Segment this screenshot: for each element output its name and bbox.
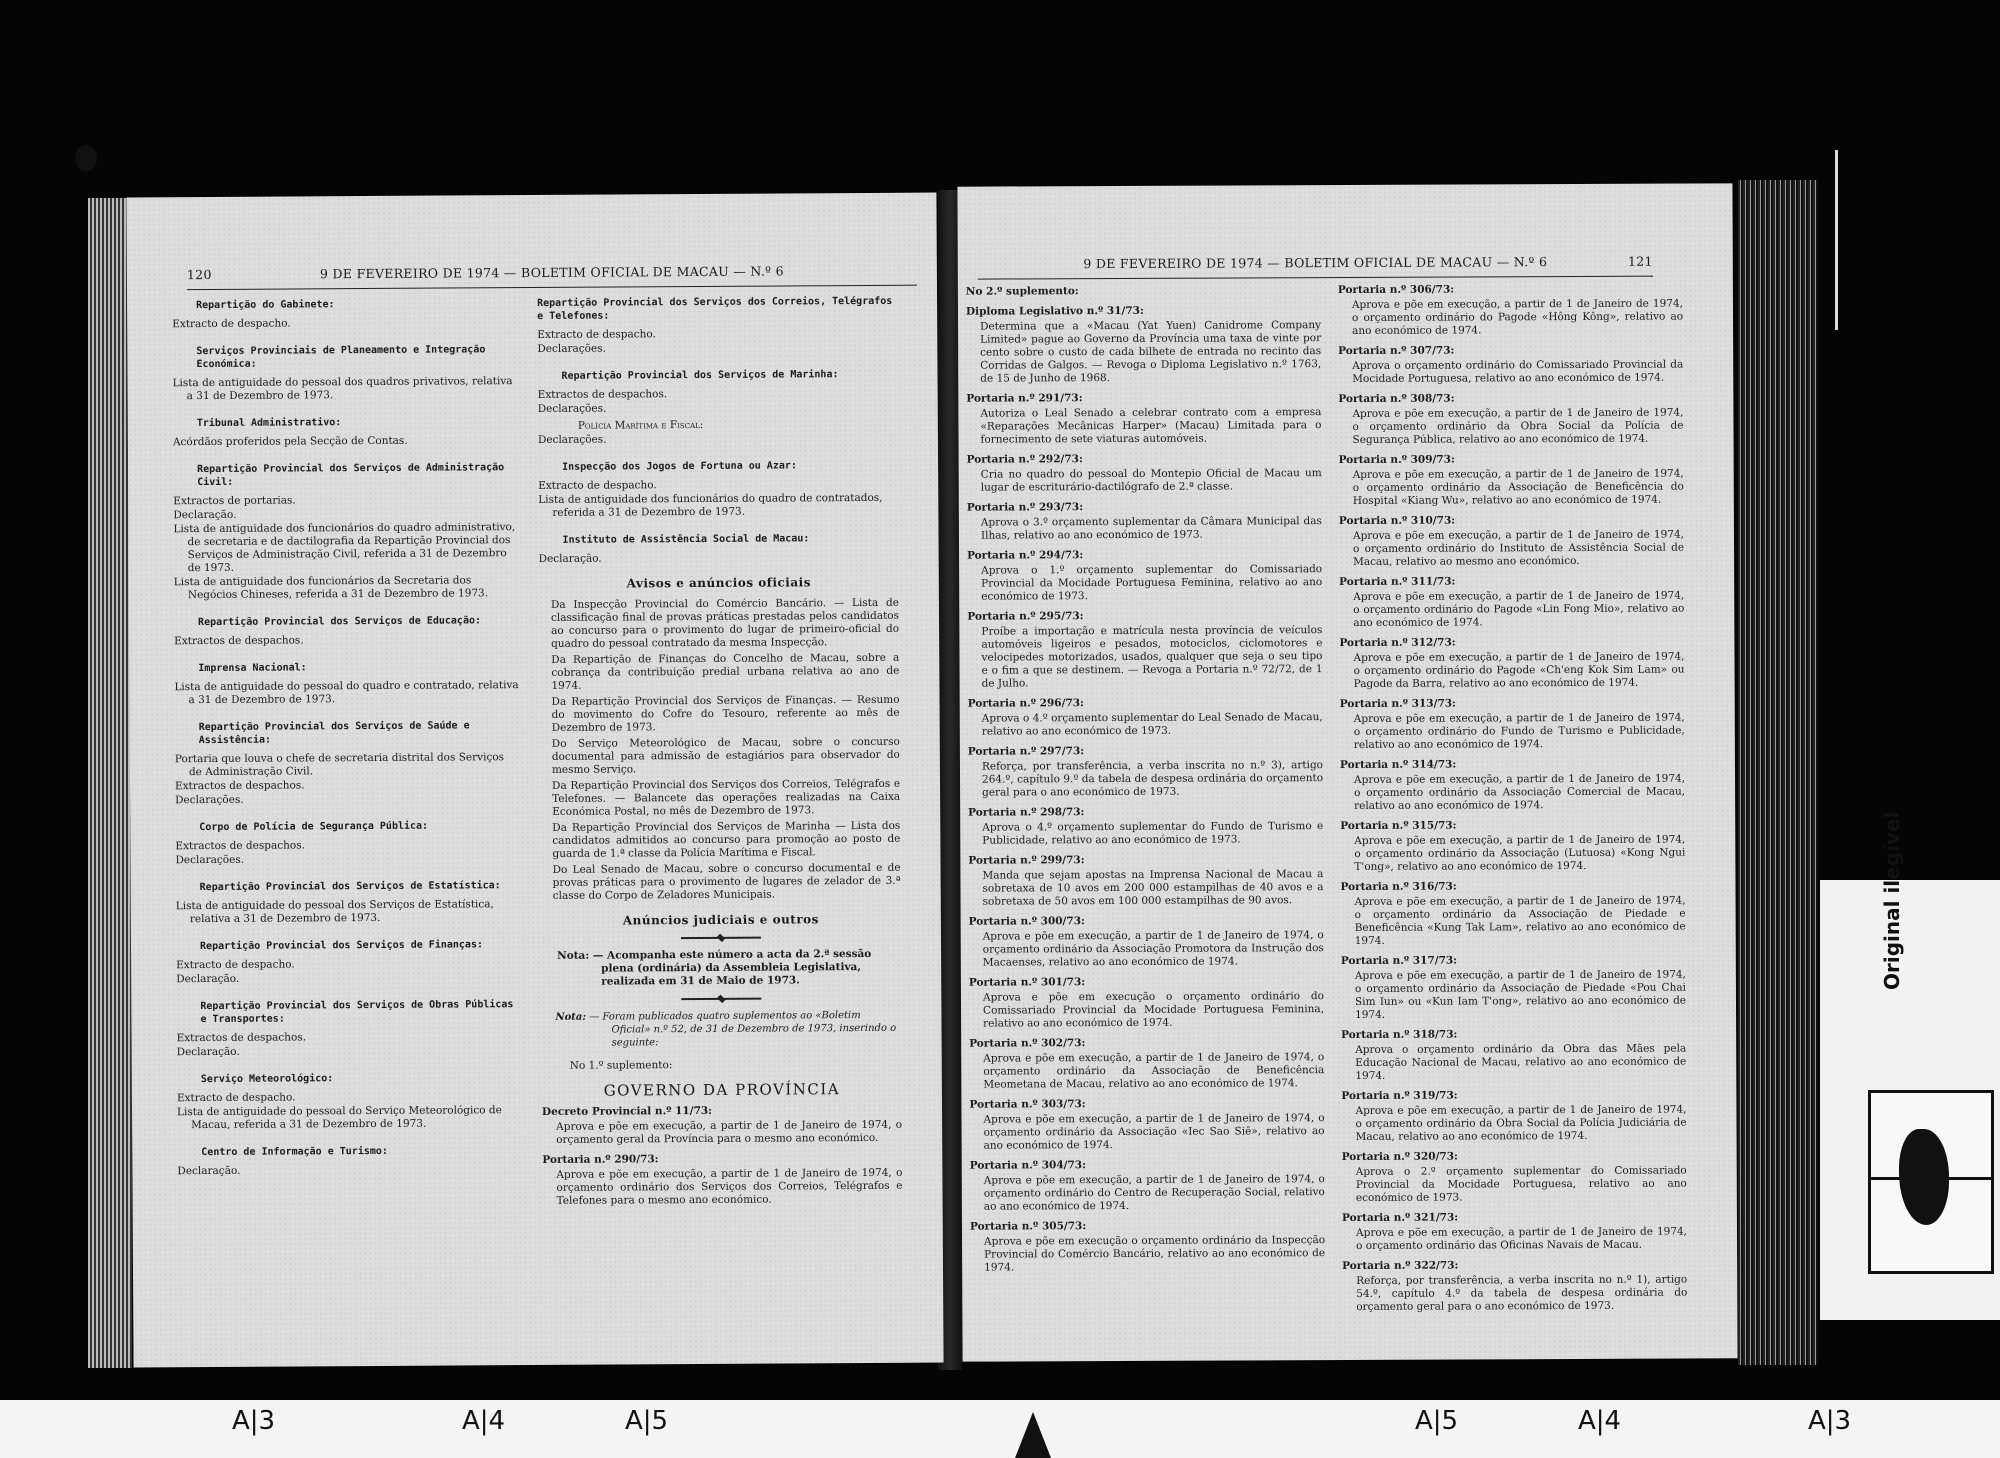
section-item: Lista de antiguidade do pessoal do Serviço Meteorológico de Macau, referida a 31 de Dezembro de 1973. [176,1104,502,1132]
portaria-text: Reforça, por transferência, a verba inscrita no n.º 1), artigo 54.º, capítulo 4.º da tabela de despesa ordinária do orçamento geral para o ano económico de 1973. [1356,1273,1688,1313]
portaria-title: Portaria n.º 304/73: [969,1159,1086,1172]
section-item: Lista de antiguidade dos funcionários do quadro de contratados, referida a 31 de Dezembro de 1973. [538,491,883,519]
right-page-running-title: 9 DE FEVEREIRO DE 1974 — BOLETIM OFICIAL DE MACAU — N.º 6 [1083,254,1548,272]
film-marker: A|3 [1808,1406,1852,1436]
right-page-edges [1738,180,1818,1365]
section-item: Declarações. [537,342,606,355]
aviso-item: Da Inspecção Provincial do Comércio Bancário. — Lista de classificação final de provas práticas prestadas pelos candidatos ao concurso para o provimento do lugar de primeiro-oficial do quadro do pessoal contratado da mesma Inspecção. [550,596,900,650]
section-item: Acórdãos proferidos pela Secção de Contas. [172,434,408,449]
section-item: Extracto de despacho. [172,317,291,331]
section-item: Declarações. [537,433,607,446]
aviso-item: Da Repartição de Finanças do Concelho de Macau, sobre a cobrança da contribuição predial urbana relativa ao ano de 1974. [551,651,900,692]
section-item: Declaração. [538,552,602,565]
section-item: Extracto de despacho. [538,479,657,492]
portaria-title: Portaria n.º 300/73: [968,915,1085,928]
divider [681,998,761,1000]
section-item: Declaração. [176,972,240,986]
portaria-text: Aprova o orçamento ordinário da Obra das Mães pela Educação Nacional de Macau, relativo ao ano económico de 1974. [1355,1042,1687,1082]
portaria-text: Aprova e põe em execução o orçamento ordinário do Comissariado Provincial da Mocidade Portuguesa Feminina, relativo ao ano económico de 1974. [982,990,1325,1030]
avisos-title: Avisos e anúncios oficiais [626,575,811,591]
section-item: Lista de antiguidade do pessoal do quadro e contratado, relativa a 31 de Dezembro de 1973. [174,679,519,707]
section-item: Extractos de despachos. [175,839,305,853]
section-heading: Corpo de Polícia de Segurança Pública: [199,820,429,834]
suplemento-1-heading: No 1.º suplemento: [569,1059,673,1072]
film-marker: A|4 [1578,1406,1622,1436]
portaria-title: Portaria n.º 319/73: [1341,1089,1458,1103]
portaria-text: Aprova o 3.º orçamento suplementar da Câmara Municipal das Ilhas, relativo ao ano económico de 1973. [980,515,1322,542]
section-item: Lista de antiguidade dos funcionários da Secretaria dos Negócios Chineses, referida a 31 de Dezembro de 1973. [173,574,489,602]
portaria-text: Aprova e põe em execução, a partir de 1 de Janeiro de 1974, o orçamento ordinário da Associação Promotora da Instrução dos Macaenses, relativo ao ano económico de 1974. [982,929,1324,969]
portaria-title: Portaria n.º 312/73: [1339,636,1456,650]
section-heading: Repartição Provincial dos Serviços de Finanças: [199,939,484,953]
portaria-text: Aprova e põe em execução, a partir de 1 de Janeiro de 1974, o orçamento ordinário do Pagode «Hông Kông», relativo ao ano económico de 1974. [1351,297,1684,337]
portaria-title: Portaria n.º 321/73: [1341,1211,1459,1225]
nota-suplementos-label: Nota: [555,1011,587,1023]
left-page-edges [88,198,132,1368]
section-heading: Instituto de Assistência Social de Macau: [562,533,810,546]
portaria-text: Autoriza o Leal Senado a celebrar contrato com a empresa «Reparações Mecânicas Harper» (Macau) Limitada para o fornecimento de sete viaturas automóveis. [980,406,1322,446]
section-item: Declarações. [537,402,607,415]
section-item: Lista de antiguidade do pessoal dos quadros privativos, relativa a 31 de Dezembro de 1973. [172,375,513,403]
portaria-title: Portaria n.º 316/73: [1340,880,1457,894]
section-heading: Repartição Provincial dos Serviços de Educação: [197,615,482,629]
portaria-title: Portaria n.º 301/73: [968,976,1086,989]
portaria-text: Aprova e põe em execução, a partir de 1 de Janeiro de 1974, o orçamento ordinário do Fundo de Turismo e Publicidade, relativo ao ano económico de 1974. [1353,711,1685,751]
left-column-1 [172,283,522,1179]
portaria-text: Aprova e põe em execução, a partir de 1 de Janeiro de 1974, o orçamento ordinário do Instituto de Assistência Social de Macau, relativo ao mesmo ano económico. [1352,528,1685,568]
section-item: Extractos de despachos. [176,1031,307,1045]
avisos-list [539,597,901,903]
portaria-text: Aprova o 1.º orçamento suplementar do Comissariado Provincial da Mocidade Portuguesa Feminina, relativo ao ano económico de 1973. [981,563,1323,603]
illegible-original-label: Original ilegível [1880,811,1904,990]
portaria-title: Portaria n.º 293/73: [966,501,1084,514]
portaria-text: Proíbe a importação e matrícula nesta província de veículos automóveis ligeiros e pesados, motociclos, ciclomotores e velocipedes motorizados, usados, qualquer que seja o seu tipo e o fim a que se destinem. — Revoga a Portaria n.º 72/72, de 1 de Julho. [981,624,1323,690]
portaria-text: Aprova e põe em execução, a partir de 1 de Janeiro de 1974, o orçamento ordinário das Oficinas Navais de Macau. [1355,1225,1688,1252]
portaria-title: Portaria n.º 306/73: [1337,283,1455,297]
portaria-title: Portaria n.º 314/73: [1339,758,1457,772]
film-marker: A|5 [1415,1406,1459,1436]
portaria-title: Diploma Legislativo n.º 31/73: [965,304,1144,318]
section-item: Declaração. [173,508,237,522]
nota-acta-label: Nota: [557,949,590,962]
portaria-title: Portaria n.º 320/73: [1341,1150,1458,1164]
film-marker: A|4 [462,1406,506,1436]
section-heading: Serviço Meteorológico: [200,1073,334,1086]
portaria-title: Portaria n.º 313/73: [1339,697,1456,711]
portaria-text: Aprova o 4.º orçamento suplementar do Leal Senado de Macau, relativo ao ano económico de 1973. [981,711,1323,738]
portaria-text: Determina que a «Macau (Yat Yuen) Canidrome Company Limited» pague ao Governo da Província uma taxa de vinte por cento sobre o custo de cada bilhete de entrada no recinto das Corridas de Galgos. — Revoga o Diploma Legislativo n.º 1763, de 15 de Junho de 1968. [980,319,1322,385]
portaria-title: Portaria n.º 307/73: [1338,344,1455,358]
section-item: Lista de antiguidade dos funcionários do quadro administrativo, de secretaria e de dactilografia da Repartição Provincial dos Serviços de Administração Civil, referida a 31 de Dezembro de 1973. [173,521,516,575]
illegible-original-icon [1868,1090,1994,1274]
portaria-title: Portaria n.º 303/73: [969,1098,1086,1111]
section-heading: Inspecção dos Jogos de Fortuna ou Azar: [562,460,797,473]
section-item: Extracto de despacho. [537,328,656,341]
section-item: Declarações. [175,793,244,807]
portaria-title: No 2.º suplemento: [965,285,1079,298]
left-page [126,193,943,1368]
nota-suplementos-text: — Foram publicados quatro suplementos ao «Boletim Oficial» n.º 52, de 31 de Dezembro de 1973, inserindo o seguinte: [589,1010,897,1049]
film-markers-strip [0,1400,2000,1458]
portaria-title: Portaria n.º 296/73: [967,697,1084,710]
portaria-290-title: Portaria n.º 290/73: [542,1153,659,1166]
portaria-title: Portaria n.º 298/73: [968,806,1085,819]
film-notch [1015,1412,1051,1458]
portaria-text: Aprova e põe em execução, a partir de 1 de Janeiro de 1974, o orçamento ordinário da Obra Social da Polícia Judiciária de Macau, relativo ao ano económico de 1974. [1355,1103,1687,1143]
section-heading: Imprensa Nacional: [198,662,307,675]
divider [681,937,761,939]
portaria-text: Manda que sejam apostas na Imprensa Nacional de Macau a sobretaxa de 10 avos em 200 000 estampilhas de 40 avos e a sobretaxa de 50 avos em 100 000 estampilhas de 90 avos. [982,868,1324,908]
section-item: Extractos de portarias. [173,494,296,508]
portaria-title: Portaria n.º 294/73: [967,549,1084,562]
portaria-text: Aprova e põe em execução, a partir de 1 de Janeiro de 1974, o orçamento ordinário da Obra Social da Polícia de Segurança Pública, relativo ao ano económico de 1974. [1352,406,1684,446]
left-column-2-sections [537,295,899,566]
nota-suplementos [541,1009,901,1050]
portaria-title: Portaria n.º 295/73: [967,610,1084,623]
portaria-title: Portaria n.º 311/73: [1339,575,1456,589]
portaria-title: Portaria n.º 305/73: [969,1220,1087,1233]
portaria-title: Portaria n.º 322/73: [1342,1259,1459,1273]
film-marker: A|5 [625,1406,669,1436]
ink-stain [75,145,97,171]
portaria-title: Portaria n.º 309/73: [1338,453,1455,467]
section-heading: Repartição Provincial dos Serviços de Estatística: [199,880,501,894]
left-column-2 [537,281,903,1208]
portaria-title: Portaria n.º 291/73: [966,392,1083,405]
portaria-text: Aprova o orçamento ordinário do Comissariado Provincial da Mocidade Portuguesa, relativo ao ano económico de 1974. [1352,358,1684,385]
anuncios-title: Anúncios judiciais e outros [622,912,819,928]
section-heading: Repartição Provincial dos Serviços de Administração Civil: [197,462,505,489]
portaria-text: Aprova e põe em execução, a partir de 1 de Janeiro de 1974, o orçamento ordinário da Associação Comercial de Macau, relativo ao ano económico de 1974. [1354,772,1686,812]
section-item: Extractos de despachos. [174,779,305,793]
right-column-1 [966,277,1325,1275]
portaria-text: Aprova e põe em execução, a partir de 1 de Janeiro de 1974, o orçamento ordinário do Centro de Recuperação Social, relativo ao ano económico de 1974. [983,1173,1325,1213]
section-heading: Repartição Provincial dos Serviços de Marinha: [561,369,839,382]
right-page [957,183,1737,1361]
section-heading: Serviços Provinciais de Planeamento e Integração Económica: [196,344,486,371]
portaria-title: Portaria n.º 318/73: [1341,1028,1458,1042]
ink-blot-icon [1899,1129,1949,1225]
aviso-item: Da Repartição Provincial dos Serviços dos Correios, Telégrafos e Telefones. — Balancete das operações realizadas na Caixa Económica Postal, no mês de Dezembro de 1973. [551,777,901,818]
governo-title: GOVERNO DA PROVÍNCIA [603,1080,841,1100]
portaria-text: Reforça, por transferência, a verba inscrita no n.º 3), artigo 264.º, capítulo 9.º da tabela de despesa ordinária do orçamento geral para o ano económico de 1973. [981,759,1324,799]
portaria-text: Aprova o 4.º orçamento suplementar do Fundo de Turismo e Publicidade, relativo ao ano económico de 1973. [982,820,1324,847]
section-heading: Repartição Provincial dos Serviços dos Correios, Telégrafos e Telefones: [537,295,893,322]
section-heading: Repartição Provincial dos Serviços de Obras Públicas e Transportes: [200,999,514,1026]
aviso-item: Da Repartição Provincial dos Serviços de Marinha — Lista dos candidatos admitidos ao concurso para promoção ao posto de guarda de 1.ª classe da Polícia Marítima e Fiscal. [552,819,901,860]
section-heading: Centro de Informação e Turismo: [201,1145,388,1159]
aviso-item: Da Repartição Provincial dos Serviços de Finanças. — Resumo do movimento do Cofre do Tesouro, referente ao mês de Dezembro de 1973. [551,693,900,734]
portaria-text: Aprova o 2.º orçamento suplementar do Comissariado Provincial da Mocidade Portuguesa, relativo ao ano económico de 1973. [1355,1164,1687,1204]
portaria-290-text: Aprova e põe em execução, a partir de 1 de Janeiro de 1974, o orçamento ordinário dos Serviços dos Correios, Telégrafos e Telefones para o mesmo ano económico. [556,1166,903,1207]
subsection-heading: Polícia Marítima e Fiscal: [577,418,704,432]
portaria-text: Aprova e põe em execução, a partir de 1 de Janeiro de 1974, o orçamento ordinário do Pagode «Lin Fong Mio», relativo ao ano económico de 1974. [1353,589,1685,629]
portaria-text: Aprova e põe em execução o orçamento ordinário da Inspecção Provincial do Comércio Bancário, relativo ao ano económico de 1974. [984,1234,1326,1274]
section-item: Extracto de despacho. [176,1091,296,1105]
page-clip [1835,150,1850,330]
portaria-text: Aprova e põe em execução, a partir de 1 de Janeiro de 1974, o orçamento ordinário do Pagode «Ch'eng Kok Sim Lam» ou Pagode da Barra, relativo ao ano económico de 1974. [1353,650,1685,690]
section-item: Lista de antiguidade do pessoal dos Serviços de Estatística, relativa a 31 de Dezembro de 1973. [175,898,494,926]
section-item: Extractos de despachos. [537,388,668,401]
section-item: Declaração. [177,1164,241,1178]
decreto-title: Decreto Provincial n.º 11/73: [541,1104,713,1118]
film-marker: A|3 [232,1406,276,1436]
portaria-text: Aprova e põe em execução, a partir de 1 de Janeiro de 1974, o orçamento ordinário da Associação (Lutuosa) «Kong Ngui T'ong», relativo ao ano económico de 1974. [1354,833,1686,873]
portaria-text: Aprova e põe em execução, a partir de 1 de Janeiro de 1974, o orçamento ordinário da Associação de Piedade «Pou Chai Sim Iun» ou «Kun Iam T'ong», relativo ao ano económico de 1974. [1354,968,1687,1021]
section-item: Declarações. [175,853,245,867]
left-page-running-title: 9 DE FEVEREIRO DE 1974 — BOLETIM OFICIAL DE MACAU — N.º 6 [319,263,784,282]
right-column-2 [1338,276,1688,1314]
portaria-title: Portaria n.º 315/73: [1340,819,1457,833]
right-page-number: 121 [1627,253,1653,269]
portaria-title: Portaria n.º 308/73: [1338,392,1455,406]
portaria-title: Portaria n.º 302/73: [969,1037,1086,1050]
decreto-text: Aprova e põe em execução, a partir de 1 de Janeiro de 1974, o orçamento geral da Província para o mesmo ano económico. [556,1118,903,1146]
section-item: Portaria que louva o chefe de secretaria distrital dos Serviços de Administração Civil. [174,751,505,779]
nota-acta-text: — Acompanha este número a acta da 2.ª sessão plena (ordinária) da Assembleia Legislativa, realizada em 31 de Maio de 1973. [592,947,872,988]
portaria-text: Aprova e põe em execução, a partir de 1 de Janeiro de 1974, o orçamento ordinário da Associação de Beneficência Meometana de Macau, relativo ao ano económico de 1974. [983,1051,1325,1091]
portaria-title: Portaria n.º 317/73: [1340,954,1458,968]
portaria-title: Portaria n.º 299/73: [968,854,1085,867]
portaria-text: Cria no quadro do pessoal do Montepio Oficial de Macau um lugar de escriturário-dactilógrafo de 2.ª classe. [980,467,1322,494]
nota-acta [541,948,901,989]
portaria-title: Portaria n.º 297/73: [967,745,1085,758]
portaria-title: Portaria n.º 310/73: [1338,514,1456,528]
section-item: Declaração. [176,1045,240,1059]
left-page-number: 120 [186,266,212,283]
section-heading: Tribunal Administrativo: [196,417,342,430]
portaria-text: Aprova e põe em execução, a partir de 1 de Janeiro de 1974, o orçamento ordinário da Associação «Iec Sao Siê», relativo ao ano económico de 1974. [983,1112,1325,1152]
section-item: Extractos de despachos. [174,634,304,648]
section-item: Extracto de despacho. [176,958,295,972]
portaria-text: Aprova e põe em execução, a partir de 1 de Janeiro de 1974, o orçamento ordinário da Associação de Piedade e Beneficência «Kung Tak Lam», relativo ao ano económico de 1974. [1354,894,1686,947]
aviso-item: Do Serviço Meteorológico de Macau, sobre o concurso documental para admissão de estagiários para observador do mesmo Serviço. [551,735,900,776]
portaria-text: Aprova e põe em execução, a partir de 1 de Janeiro de 1974, o orçamento ordinário da Associação de Beneficência do Hospital «Kiang Wu», relativo ao ano económico de 1974. [1352,467,1684,507]
portaria-title: Portaria n.º 292/73: [966,453,1083,466]
section-heading: Repartição Provincial dos Serviços de Saúde e Assistência: [198,720,470,747]
section-heading: Repartição do Gabinete: [196,299,335,312]
aviso-item: Do Leal Senado de Macau, sobre o concurso documental e de provas práticas para o provimento de lugares de zelador de 3.ª classe do Corpo de Zeladores Municipais. [552,861,901,902]
